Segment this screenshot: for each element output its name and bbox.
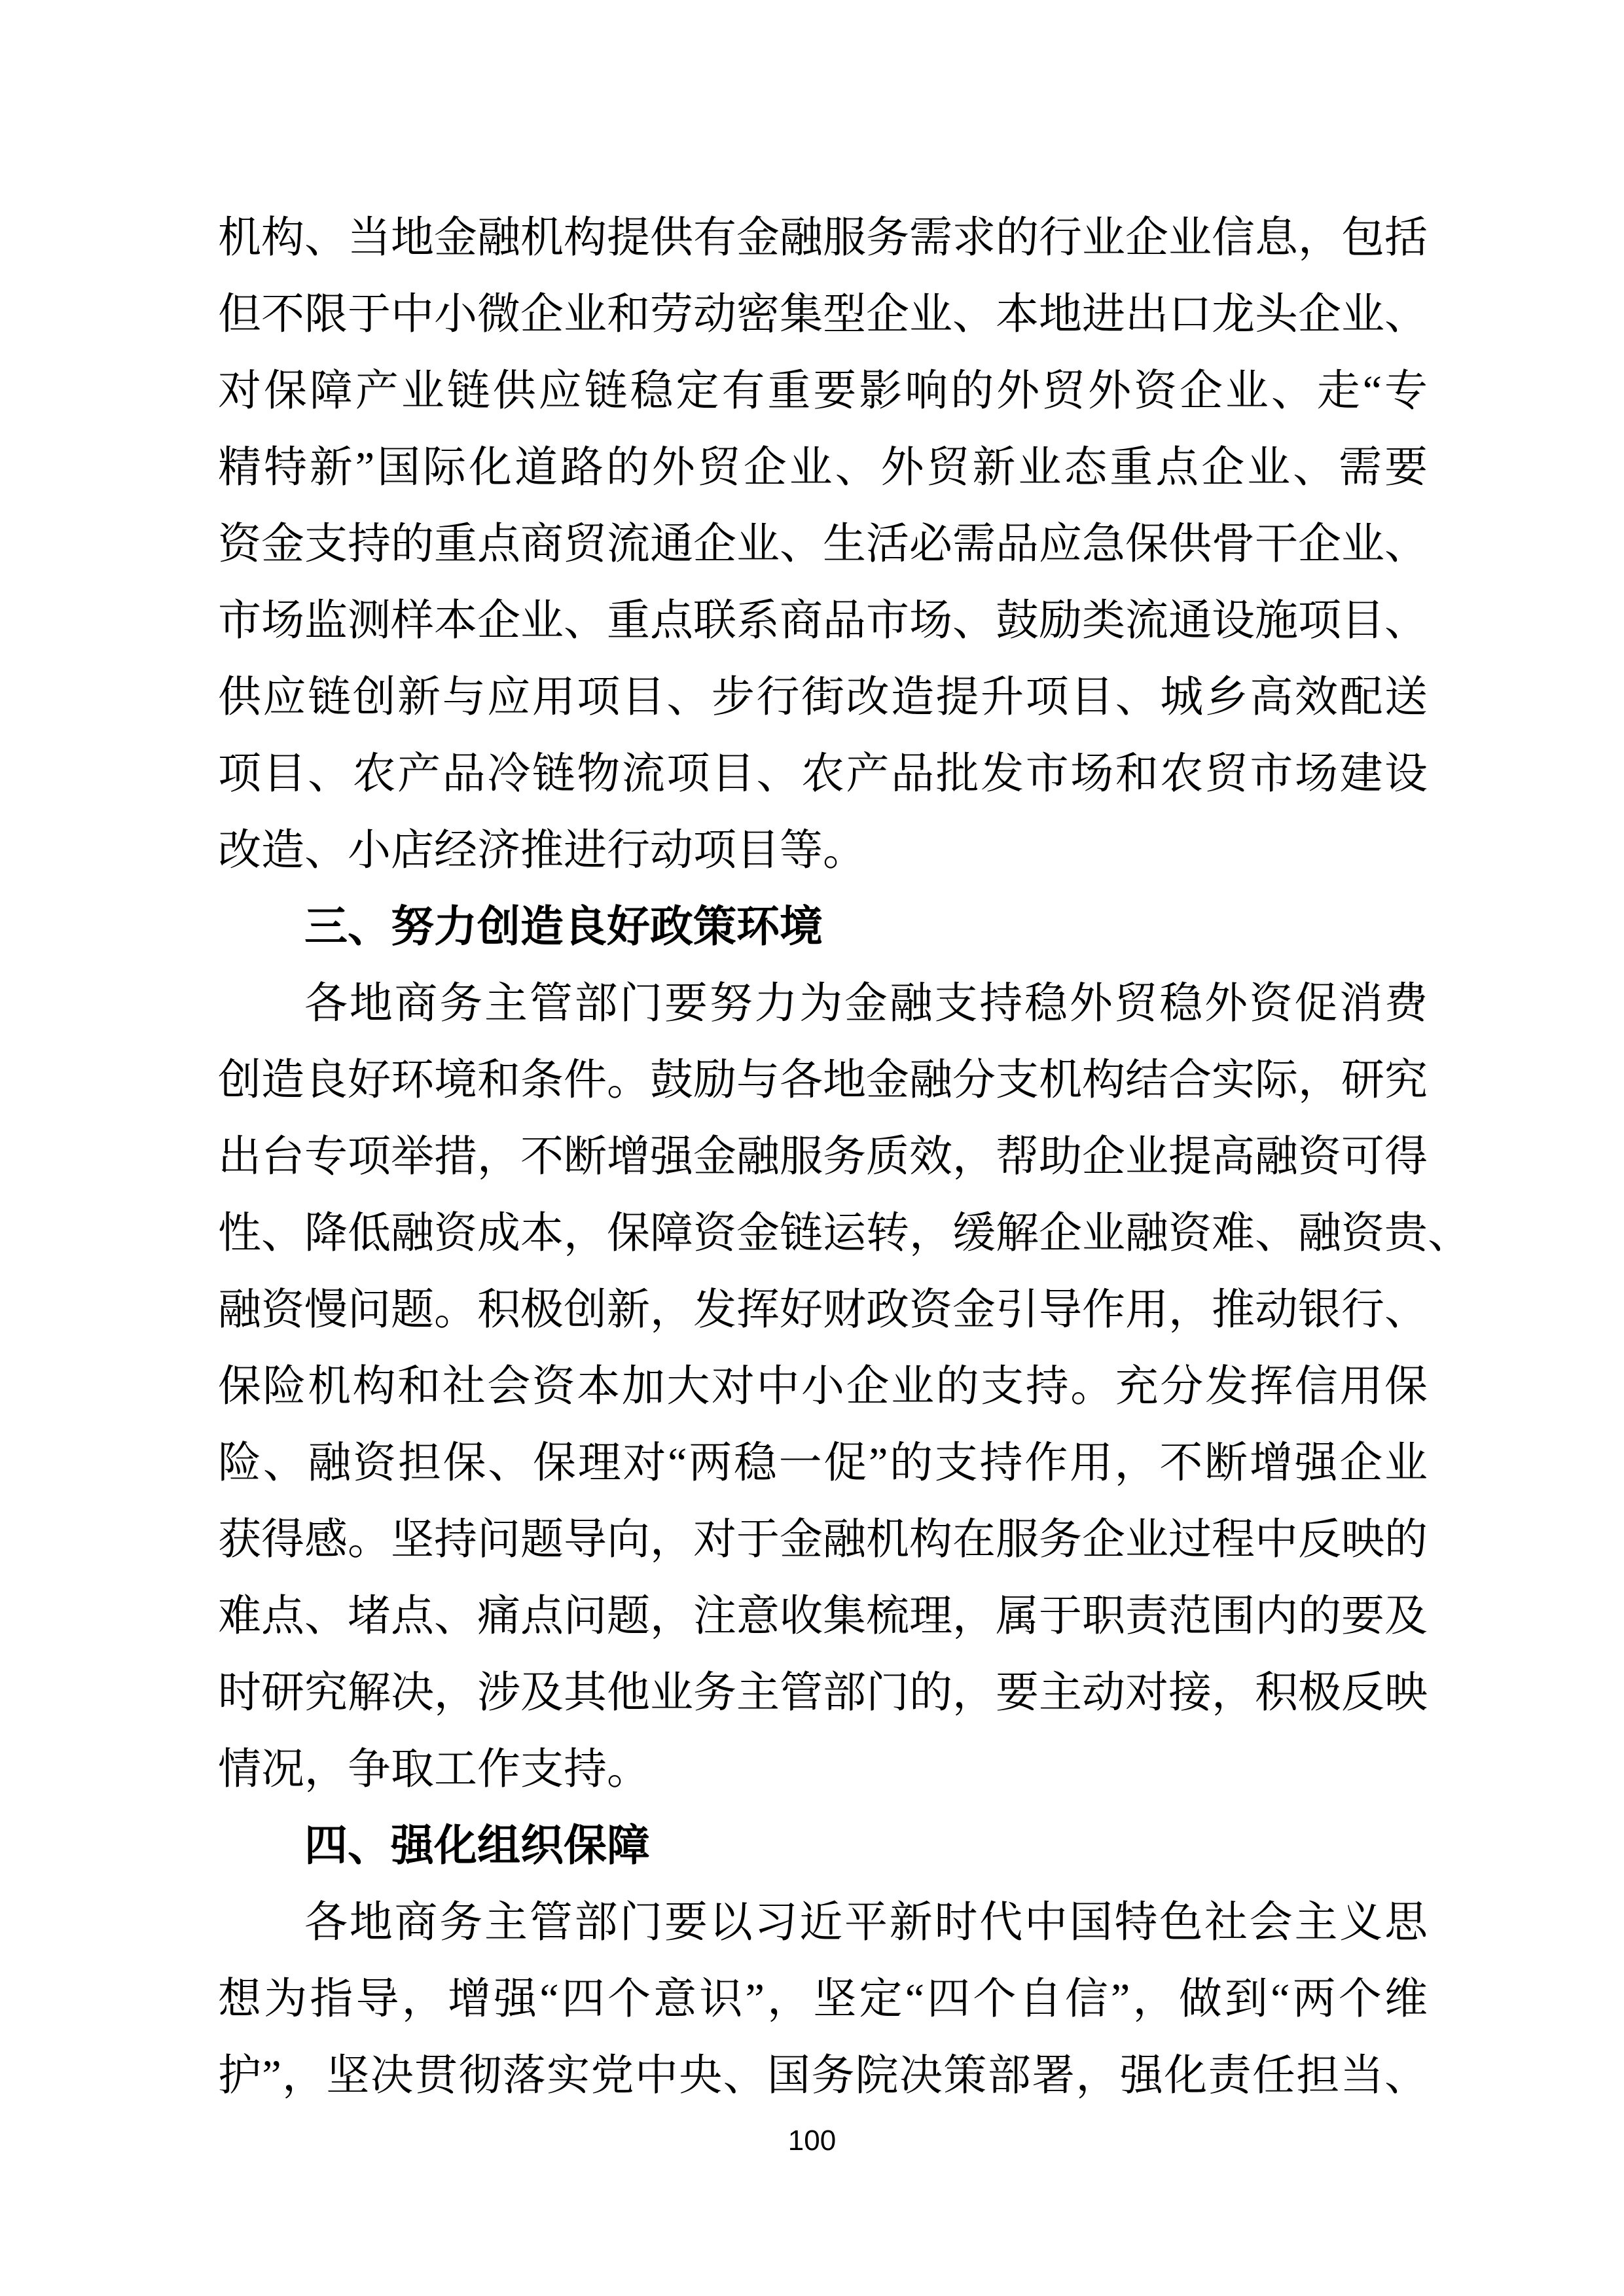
text-line: 难点、堵点、痛点问题，注意收集梳理，属于职责范围内的要及 [218,1592,1428,1640]
document-lines [218,200,1471,2114]
text-line: 各地商务主管部门要努力为金融支持稳外贸稳外资促消费 [304,980,1428,1028]
text-line: 性、降低融资成本，保障资金链运转，缓解企业融资难、融资贵、 [218,1210,1471,1257]
section-heading: 三、努力创造良好政策环境 [304,903,823,951]
text-line: 但不限于中小微企业和劳动密集型企业、本地进出口龙头企业、 [218,291,1428,338]
text-line: 项目、农产品冷链物流项目、农产品批发市场和农贸市场建设 [218,750,1428,798]
text-line: 机构、当地金融机构提供有金融服务需求的行业企业信息，包括 [218,214,1428,262]
text-line: 情况，争取工作支持。 [218,1746,650,1793]
text-line: 想为指导，增强“四个意识”，坚定“四个自信”，做到“两个维 [218,1975,1428,2023]
text-line: 精特新”国际化道路的外贸企业、外贸新业态重点企业、需要 [218,444,1428,492]
text-line: 保险机构和社会资本加大对中小企业的支持。充分发挥信用保 [218,1363,1428,1410]
text-line: 资金支持的重点商贸流通企业、生活必需品应急保供骨干企业、 [218,520,1428,568]
text-line: 出台专项举措，不断增强金融服务质效，帮助企业提高融资可得 [218,1133,1428,1181]
text-line: 护”，坚决贯彻落实党中央、国务院决策部署，强化责任担当、 [218,2052,1428,2100]
section-heading: 四、强化组织保障 [304,1822,650,1870]
text-line: 获得感。坚持问题导向，对于金融机构在服务企业过程中反映的 [218,1516,1428,1564]
text-line: 对保障产业链供应链稳定有重要影响的外贸外资企业、走“专 [218,367,1428,415]
text-line: 市场监测样本企业、重点联系商品市场、鼓励类流通设施项目、 [218,597,1428,645]
text-line: 改造、小店经济推进行动项目等。 [218,827,866,874]
text-line: 供应链创新与应用项目、步行街改造提升项目、城乡高效配送 [218,673,1428,721]
text-line: 各地商务主管部门要以习近平新时代中国特色社会主义思 [304,1899,1428,1946]
text-line: 险、融资担保、保理对“两稳一促”的支持作用，不断增强企业 [218,1439,1428,1487]
page-number: 100 [787,2125,837,2157]
text-line: 时研究解决，涉及其他业务主管部门的，要主动对接，积极反映 [218,1669,1428,1717]
text-line: 创造良好环境和条件。鼓励与各地金融分支机构结合实际，研究 [218,1056,1428,1104]
text-line: 融资慢问题。积极创新，发挥好财政资金引导作用，推动银行、 [218,1286,1428,1334]
